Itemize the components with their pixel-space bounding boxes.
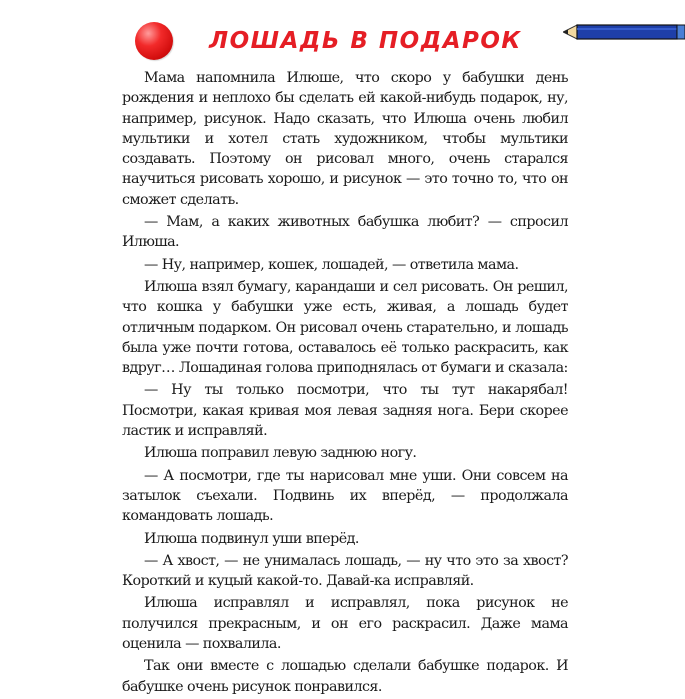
paragraph: Илюша подвинул уши вперёд. [144,530,359,547]
paragraph: — Мам, а каких животных бабушка любит? — спросил Илюша. [122,214,568,251]
paragraph: — Ну, например, кошек, лошадей, — ответила мама. [144,256,519,273]
blue-pencil-icon [563,22,685,42]
paragraph: Мама напомнила Илюше, что скоро у бабушки день рождения и неплохо бы сделать ей какой-нибудь подарок, ну, например, рисунок. Надо сказать, что Илюша очень любил мультики и хотел стать художником, чтобы мультики создавать. Поэтому он рисовал много, очень старался научиться рисовать хорошо, и рисунок — это точно то, что он сможет сделать. [122,70,568,208]
paragraph: Илюша исправлял и исправлял, пока рисунок не получился прекрасным, и он его раскрасил. Даже мама оценила — похвалила. [122,595,568,653]
paragraph: Илюша взял бумагу, карандаши и сел рисовать. Он решил, что кошка у бабушки уже есть, живая, а лошадь будет отличным подарком. Он рисовал очень старательно, и лошадь была уже почти готова, оставалось её только раскрасить, как вдруг… Лошадиная голова приподнялась от бумаги и сказала: [122,278,568,377]
paragraph: — А посмотри, где ты нарисовал мне уши. Они совсем на затылок съехали. Подвинь их вперёд, — продолжала командовать лошадь. [122,467,568,525]
paragraph: Так они вместе с лошадью сделали бабушке подарок. И бабушке очень рисунок понравился. [122,658,568,695]
paragraph: — Ну ты только посмотри, что ты тут накарябал! Посмотри, какая кривая моя левая задняя нога. Бери скорее ластик и исправляй. [122,382,568,440]
paragraph: Илюша поправил левую заднюю ногу. [144,445,417,462]
paragraph: — А хвост, — не унималась лошадь, — ну что это за хвост? Короткий и куцый какой-то. Давай-ка исправляй. [122,552,568,590]
story-text [122,68,568,699]
red-ball-icon [135,22,173,60]
chapter-title: ЛОШАДЬ В ПОДАРОК [209,28,522,54]
chapter-header [135,22,575,62]
